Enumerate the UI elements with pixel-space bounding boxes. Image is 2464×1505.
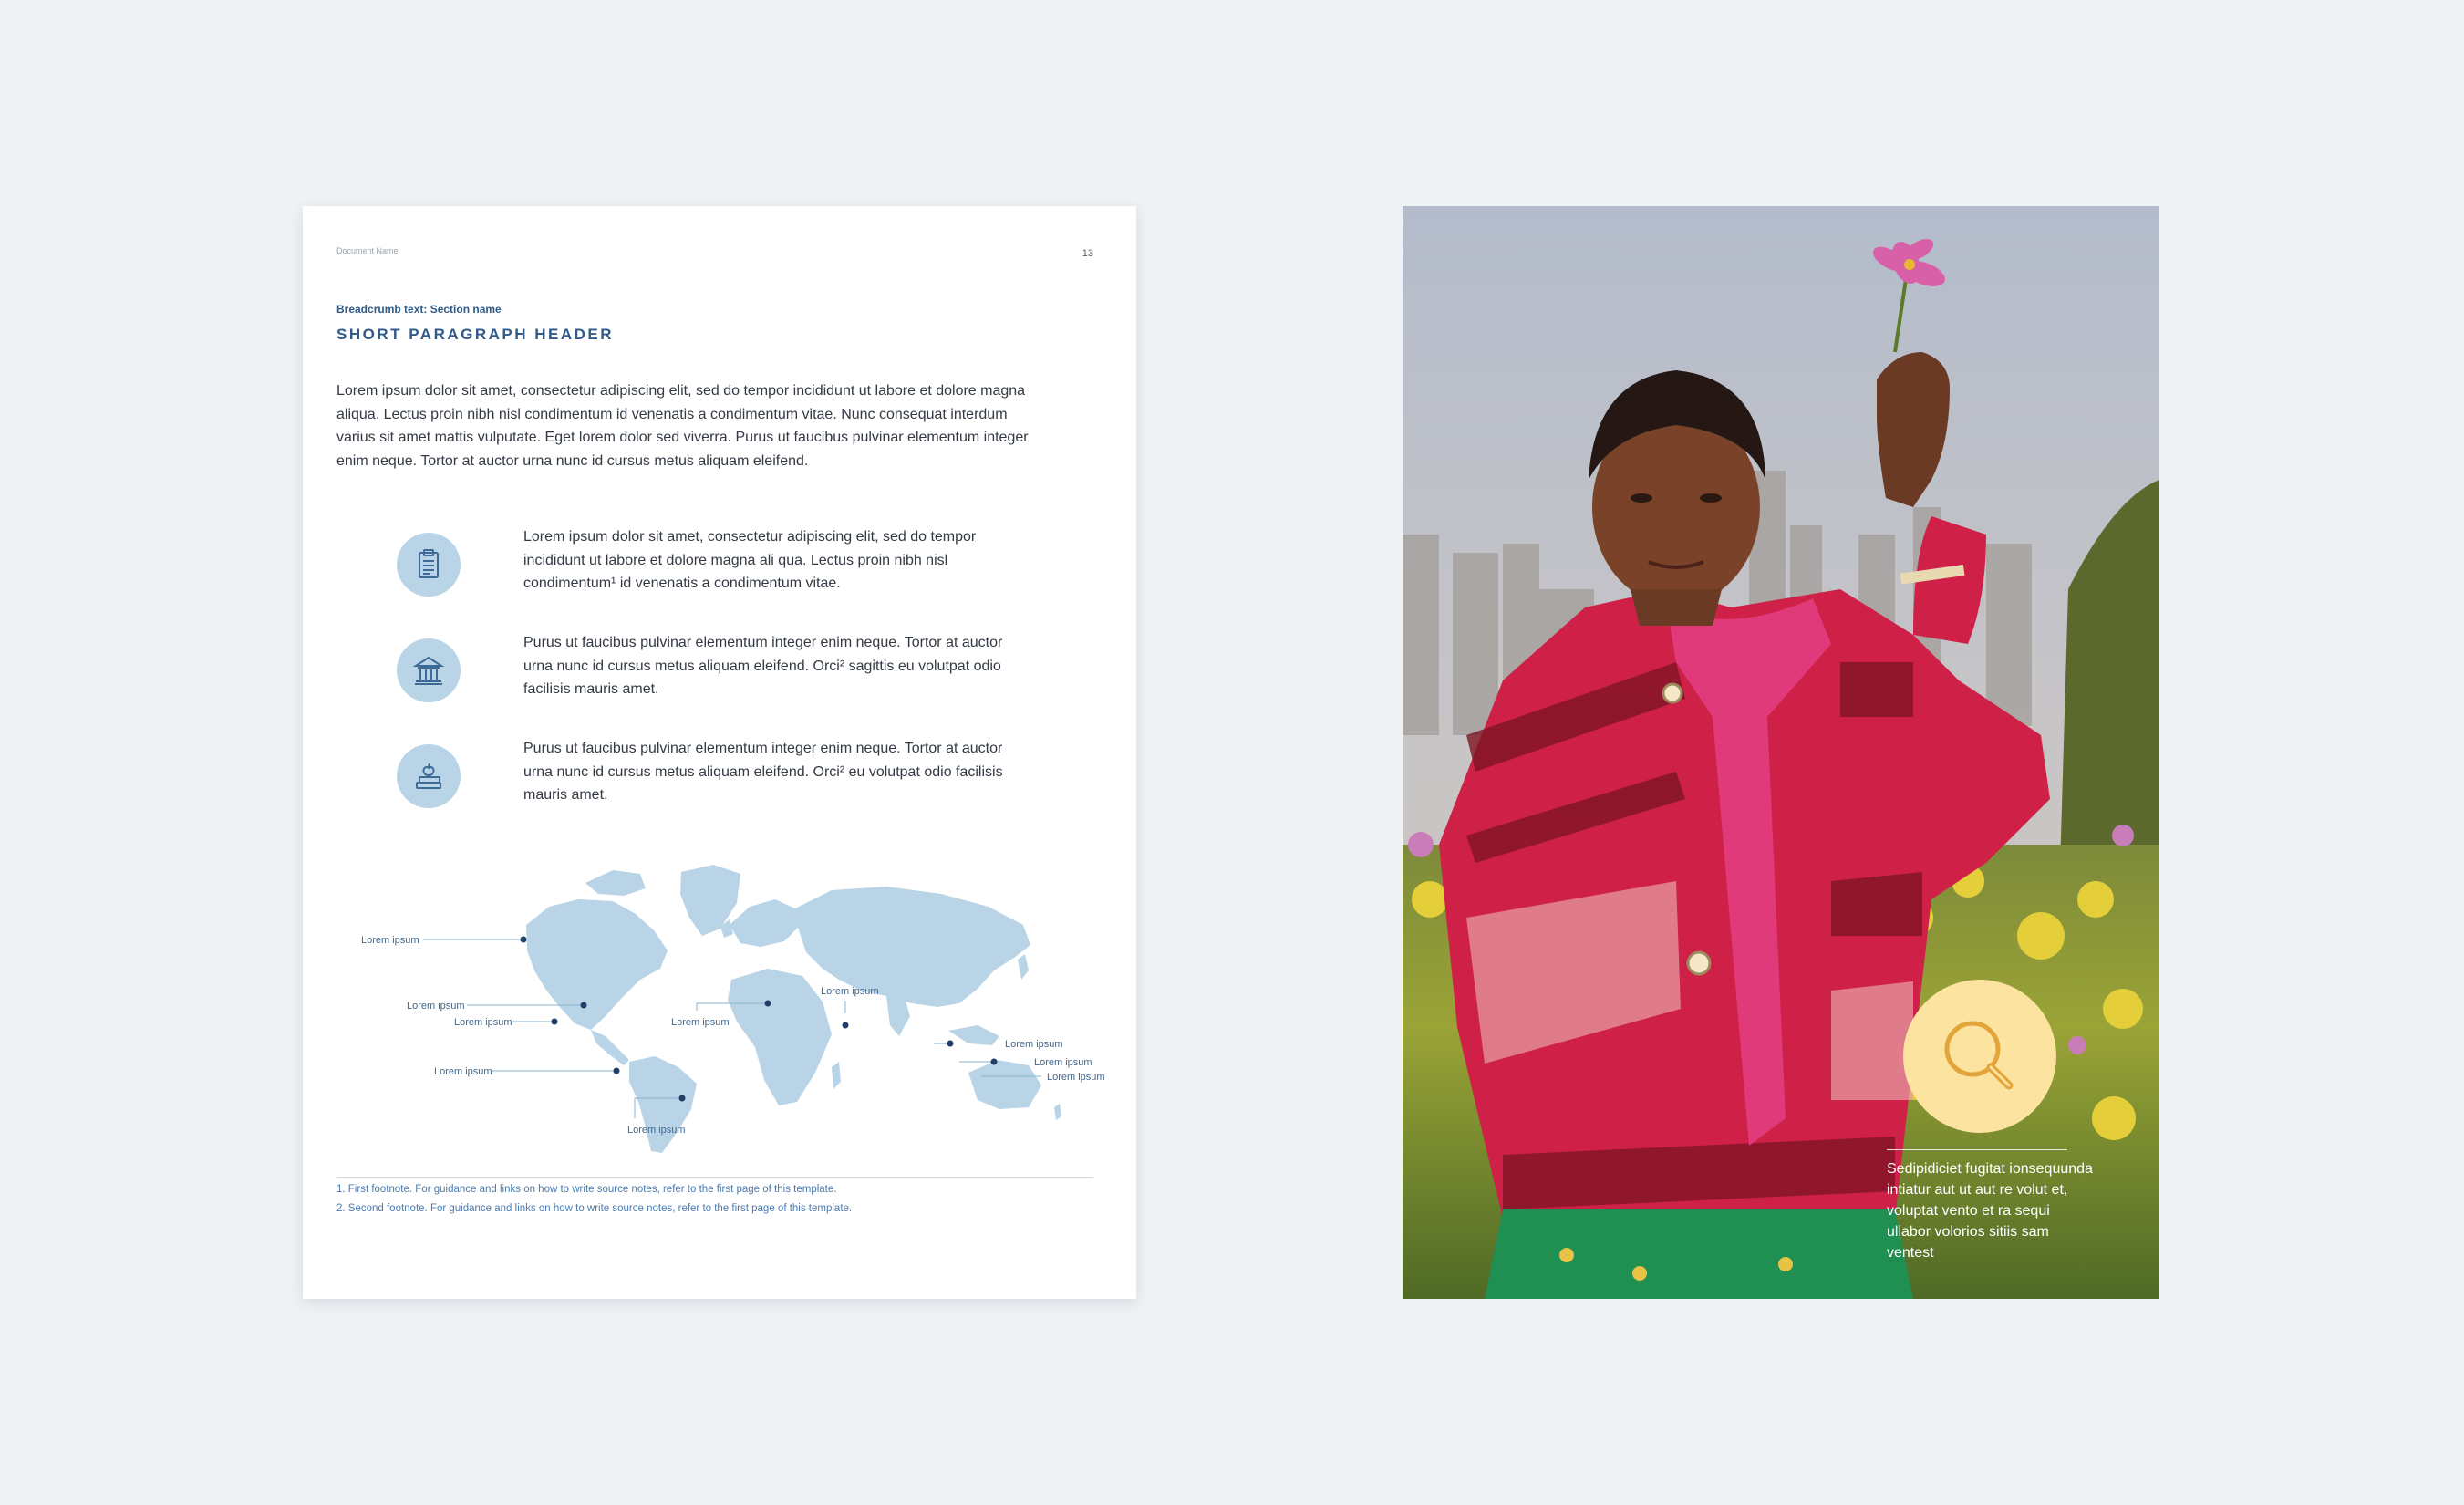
- document-page: [303, 206, 1136, 1299]
- list-item: [303, 635, 1136, 711]
- map-label: Lorem ipsum: [671, 1017, 730, 1028]
- photo-caption: Sedipidiciet fugitat ionsequunda intiatur aut ut aut re volut et, voluptat vento et ra sequi ullabor volorios sitiis sam ventest: [1887, 1161, 2093, 1261]
- map-label: Lorem ipsum: [1047, 1072, 1105, 1083]
- clipboard-icon: [397, 533, 461, 597]
- map-label: Lorem ipsum: [1034, 1057, 1092, 1068]
- bank-icon: [397, 638, 461, 702]
- intro-paragraph: Lorem ipsum dolor sit amet, consectetur adipiscing elit, sed do tempor incididunt ut labore et dolore magna aliqua. Lectus proin nibh nisl condimentum id venenatis a condimentum vitae. Nunc consequat interdum varius sit amet mattis vulputate. Eget lorem dolor sed viverra. Purus ut faucibus pulvinar elementum integer enim neque. Tortor at auctor urna nunc id cursus metus aliquam eleifend.: [336, 383, 1029, 469]
- footnote-divider: [336, 1177, 1093, 1178]
- map-label: Lorem ipsum: [454, 1017, 512, 1028]
- photo-woman-with-flower: [1403, 206, 2159, 1299]
- badge: [1903, 980, 2056, 1133]
- map-label: Lorem ipsum: [627, 1125, 686, 1136]
- section-header: SHORT PARAGRAPH HEADER: [336, 326, 615, 343]
- world-map: [339, 843, 1105, 1153]
- list-item: [303, 741, 1136, 817]
- map-label: Lorem ipsum: [361, 935, 419, 946]
- map-label: Lorem ipsum: [407, 1001, 465, 1012]
- footnote: 1. First footnote. For guidance and links on how to write source notes, refer to the first page of this template.: [336, 1184, 837, 1195]
- magnifying-glass-icon: [1934, 1011, 2025, 1102]
- photo-panel: [1403, 206, 2159, 1299]
- document-name: Document Name: [336, 246, 399, 255]
- breadcrumb: Breadcrumb text: Section name: [336, 303, 502, 316]
- list-item-text: Purus ut faucibus pulvinar elementum integer enim neque. Tortor at auctor urna nunc id cursus metus aliquam eleifend. Orci² sagittis eu volutpat odio facilisis mauris amet.: [523, 635, 1003, 697]
- caption-divider: [1887, 1149, 2067, 1150]
- books-apple-icon: [397, 744, 461, 808]
- list-item: [303, 529, 1136, 606]
- map-label: Lorem ipsum: [434, 1066, 492, 1077]
- footnote: 2. Second footnote. For guidance and links on how to write source notes, refer to the first page of this template.: [336, 1203, 853, 1214]
- map-label: Lorem ipsum: [821, 986, 879, 997]
- list-item-text: Purus ut faucibus pulvinar elementum integer enim neque. Tortor at auctor urna nunc id cursus metus aliquam eleifend. Orci² eu volutpat odio facilisis mauris amet.: [523, 741, 1003, 803]
- list-item-text: Lorem ipsum dolor sit amet, consectetur adipiscing elit, sed do tempor incididunt ut labore et dolore magna ali qua. Lectus proin nibh nisl condimentum¹ id venenatis a condimentum vitae.: [523, 529, 977, 591]
- page-number: 13: [1082, 248, 1093, 259]
- map-label: Lorem ipsum: [1005, 1039, 1063, 1050]
